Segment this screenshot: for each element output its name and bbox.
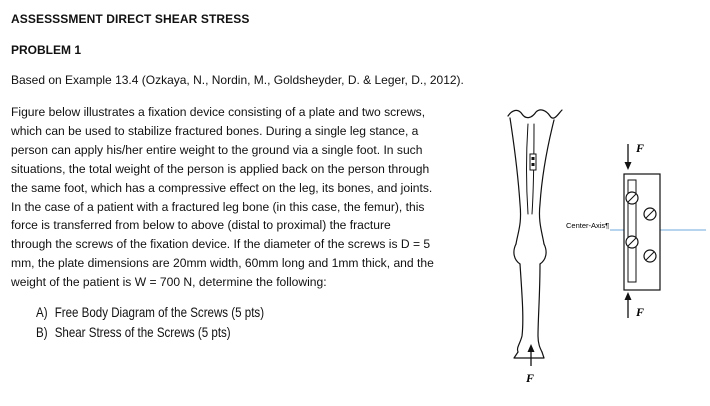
leg-force-label: F [526,371,535,385]
problem-heading: PROBLEM 1 [11,43,82,57]
paragraph-line: mm, the plate dimensions are 20mm width, 60mm long and 1mm thick, and the [11,256,434,271]
paragraph-line: through the screws of the fixation device. If the diameter of the screws is D = 5 [11,237,431,252]
device-top-force-label: F [636,141,645,155]
center-axis-label: Center-Axis¶ [566,221,610,230]
paragraph-line: weight of the patient is W = 700 N, determine the following: [11,275,327,290]
task-text: Free Body Diagram of the Screws (5 pts) [54,305,265,320]
reference-citation: Based on Example 13.4 (Ozkaya, N., Nordin, M., Goldsheyder, D. & Leger, D., 2012). [11,73,464,87]
paragraph-line: force is transferred from below to above (distal to proximal) the fracture [11,218,391,233]
task-list [36,303,264,343]
paragraph-line: situations, the total weight of the person is applied back on the person through [11,161,430,176]
fixation-device-diagram [560,130,706,330]
task-item-b [36,323,264,343]
paragraph-line: Figure below illustrates a fixation device consisting of a plate and two screws, [11,105,426,119]
task-item-a [36,303,264,323]
paragraph-line: the same foot, which has a compressive effect on the leg, its bones, and joints. [11,180,433,195]
task-text: Shear Stress of the Screws (5 pts) [54,325,231,340]
device-bottom-force-label: F [636,305,645,319]
task-letter: B) [36,325,48,340]
page-title: ASSESSSMENT DIRECT SHEAR STRESS [11,12,250,26]
paragraph-line: In the case of a patient with a fractured leg bone (in this case, the femur), this [11,199,425,214]
paragraph-line: which can be used to stabilize fractured bones. During a single leg stance, a [11,123,419,138]
problem-description [11,103,501,292]
task-letter: A) [36,305,48,320]
paragraph-line: person can apply his/her entire weight to the ground via a single foot. In such [11,142,423,157]
